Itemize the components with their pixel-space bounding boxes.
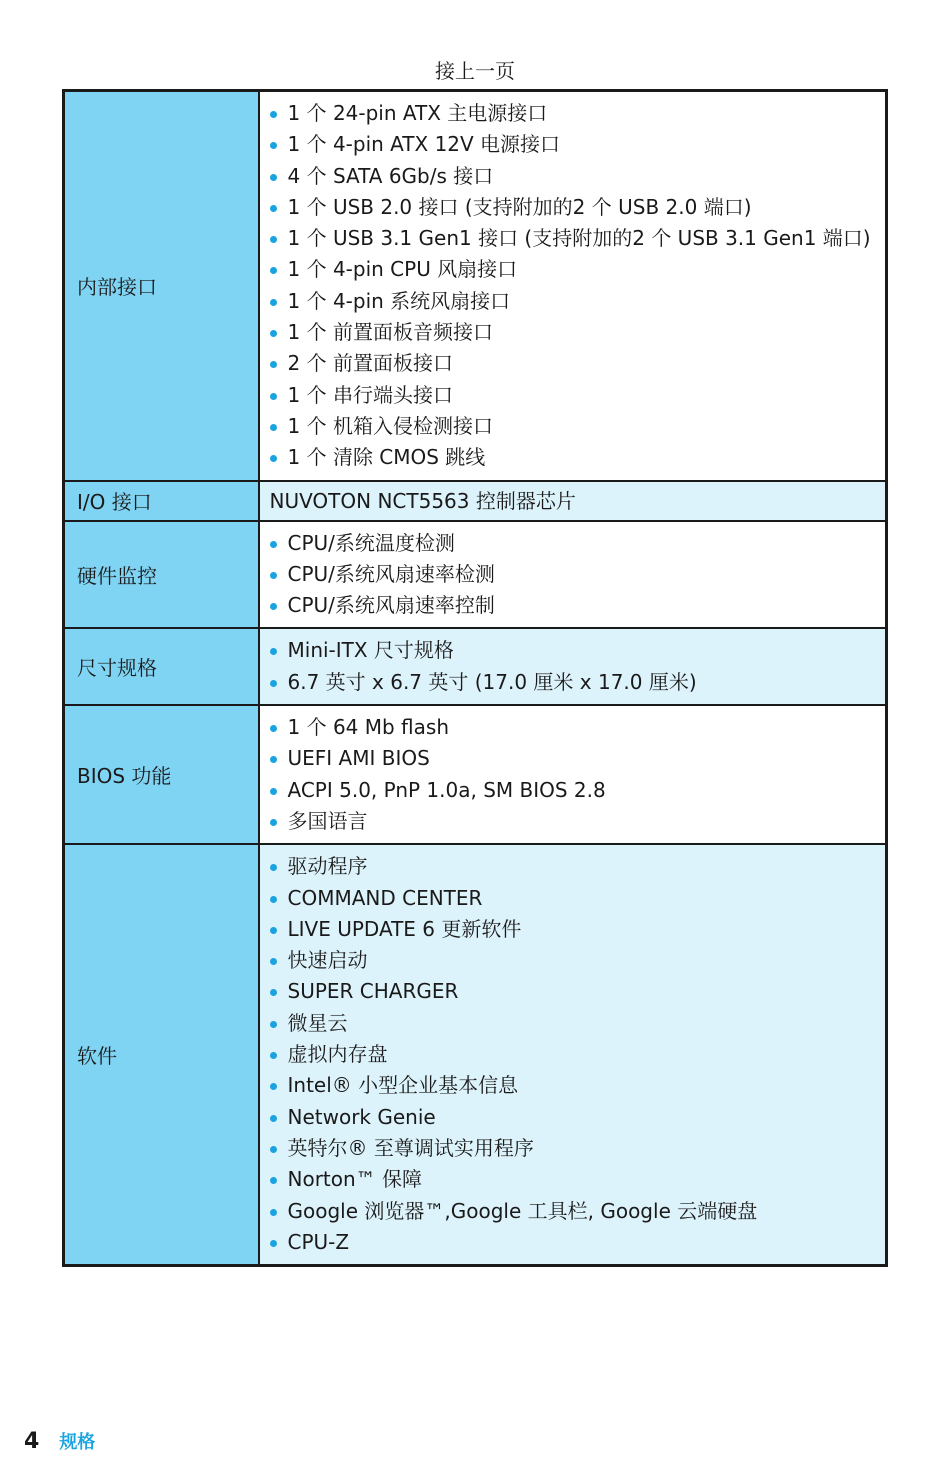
- list-item: 1 个 清除 CMOS 跳线: [270, 442, 876, 473]
- list-item: 6.7 英寸 x 6.7 英寸 (17.0 厘米 x 17.0 厘米): [270, 667, 876, 698]
- list-item: Intel® 小型企业基本信息: [270, 1070, 876, 1101]
- list-item: ACPI 5.0, PnP 1.0a, SM BIOS 2.8: [270, 775, 876, 806]
- row-label: 尺寸规格: [64, 628, 259, 705]
- item-list: [270, 635, 876, 698]
- list-item: 1 个 24-pin ATX 主电源接口: [270, 98, 876, 129]
- row-label: 内部接口: [64, 91, 259, 481]
- list-item: 1 个 USB 3.1 Gen1 接口 (支持附加的2 个 USB 3.1 Gen1 端口): [270, 223, 876, 254]
- row-value: [259, 628, 887, 705]
- list-item: CPU-Z: [270, 1227, 876, 1258]
- spec-row-internal-connectors: [64, 91, 887, 481]
- row-value: [259, 844, 887, 1265]
- row-value: [259, 91, 887, 481]
- section-title: 规格: [59, 1432, 96, 1453]
- list-item: 英特尔® 至尊调试实用程序: [270, 1133, 876, 1164]
- list-item: 驱动程序: [270, 851, 876, 882]
- spec-row-hardware-monitor: [64, 521, 887, 629]
- spec-row-bios-features: [64, 705, 887, 844]
- page-number: 4: [24, 1429, 40, 1454]
- spec-row-io-connectors: [64, 481, 887, 521]
- list-item: Norton™ 保障: [270, 1164, 876, 1195]
- list-item: UEFI AMI BIOS: [270, 743, 876, 774]
- list-item: 微星云: [270, 1008, 876, 1039]
- list-item: CPU/系统风扇速率控制: [270, 590, 876, 621]
- item-list: [270, 712, 876, 837]
- row-value: [259, 705, 887, 844]
- row-label: I/O 接口: [64, 481, 259, 521]
- list-item: CPU/系统风扇速率检测: [270, 559, 876, 590]
- list-item: 多国语言: [270, 806, 876, 837]
- continued-label: 接上一页: [435, 59, 515, 83]
- list-item: 1 个 4-pin ATX 12V 电源接口: [270, 129, 876, 160]
- list-item: 1 个 4-pin CPU 风扇接口: [270, 254, 876, 285]
- list-item: 1 个 USB 2.0 接口 (支持附加的2 个 USB 2.0 端口): [270, 192, 876, 223]
- list-item: 虚拟内存盘: [270, 1039, 876, 1070]
- row-label: BIOS 功能: [64, 705, 259, 844]
- list-item: Network Genie: [270, 1102, 876, 1133]
- list-item: 1 个 串行端头接口: [270, 380, 876, 411]
- spec-table: [62, 89, 888, 1267]
- spec-row-form-factor: [64, 628, 887, 705]
- list-item: COMMAND CENTER: [270, 883, 876, 914]
- row-value: [259, 521, 887, 629]
- item-list: [270, 98, 876, 474]
- list-item: Google 浏览器™,Google 工具栏, Google 云端硬盘: [270, 1196, 876, 1227]
- item-list: [270, 528, 876, 622]
- row-label: 软件: [64, 844, 259, 1265]
- row-value: NUVOTON NCT5563 控制器芯片: [259, 481, 887, 521]
- list-item: Mini-ITX 尺寸规格: [270, 635, 876, 666]
- list-item: 快速启动: [270, 945, 876, 976]
- row-label: 硬件监控: [64, 521, 259, 629]
- list-item: 1 个 64 Mb flash: [270, 712, 876, 743]
- item-list: [270, 851, 876, 1258]
- list-item: LIVE UPDATE 6 更新软件: [270, 914, 876, 945]
- list-item: 1 个 4-pin 系统风扇接口: [270, 286, 876, 317]
- list-item: CPU/系统温度检测: [270, 528, 876, 559]
- list-item: 4 个 SATA 6Gb/s 接口: [270, 161, 876, 192]
- list-item: SUPER CHARGER: [270, 976, 876, 1007]
- page-footer: [24, 1428, 95, 1458]
- list-item: 1 个 前置面板音频接口: [270, 317, 876, 348]
- spec-row-software: [64, 844, 887, 1265]
- list-item: 2 个 前置面板接口: [270, 348, 876, 379]
- list-item: 1 个 机箱入侵检测接口: [270, 411, 876, 442]
